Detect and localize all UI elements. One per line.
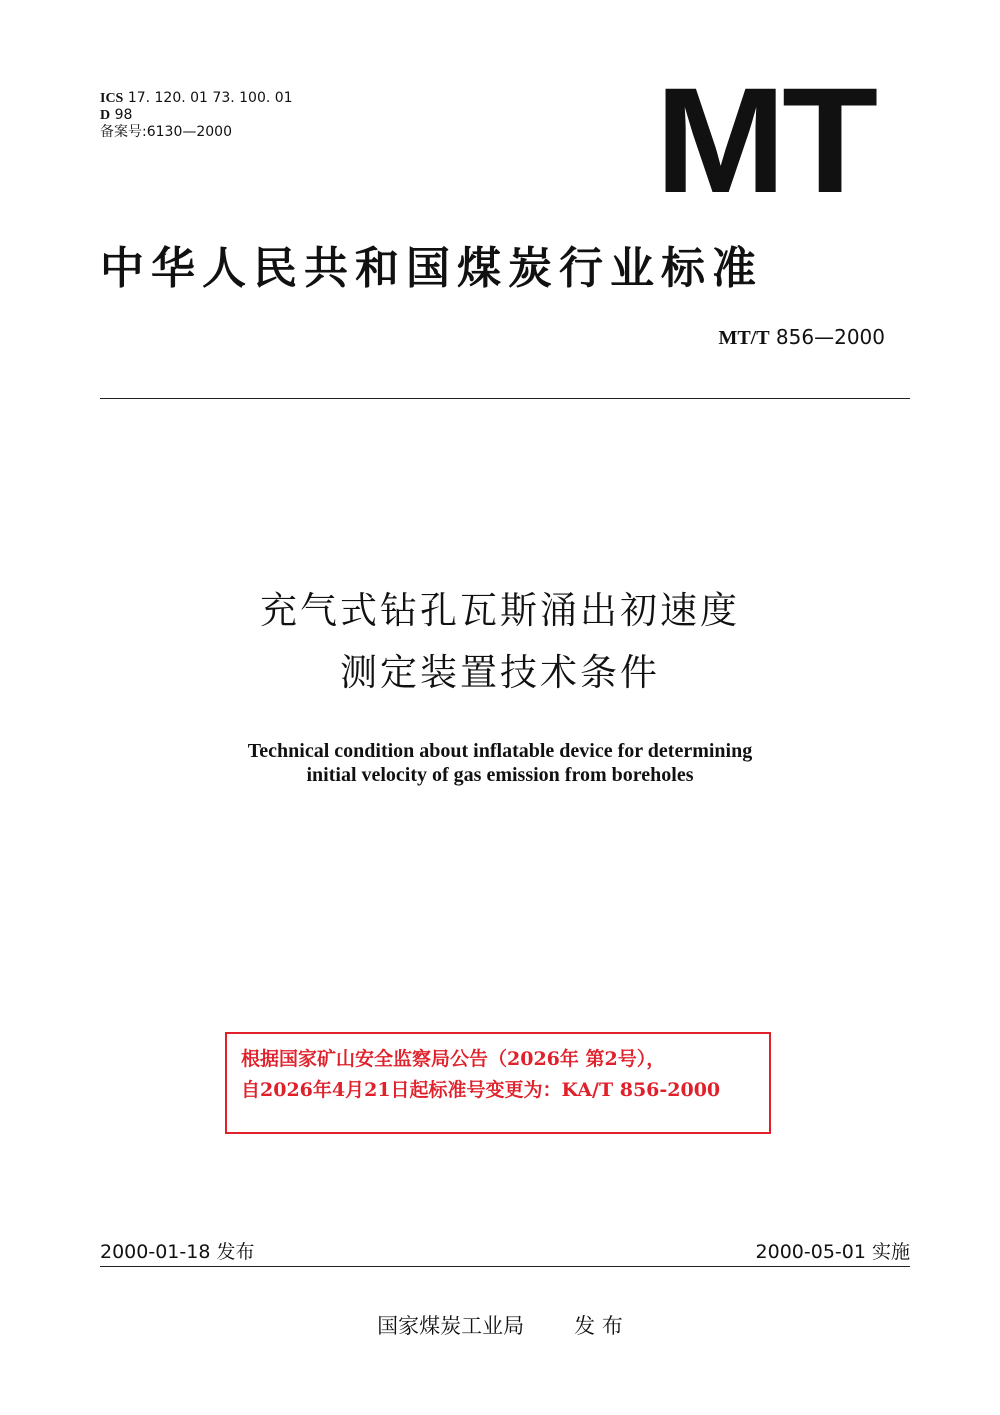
mt-logo: MT [655,56,875,224]
publisher [0,1310,1000,1340]
title-cn-line1: 充气式钻孔瓦斯涌出初速度 [260,589,740,632]
header-divider [100,398,910,399]
ics-value: 17. 120. 01 73. 100. 01 [127,90,293,106]
standard-code [718,325,885,350]
ics-line [100,90,293,107]
notice-line1: 根据国家矿山安全监察局公告（2026年 第2号）， [241,1048,666,1070]
publisher-name: 国家煤炭工业局 [377,1314,525,1338]
standard-code-prefix: MT/T [718,327,770,349]
filing-number: 备案号:6130—2000 [100,124,232,140]
title-en-line1: Technical condition about inflatable device for determining [247,740,753,762]
ics-label: ICS [100,91,124,106]
renumbering-notice [225,1032,771,1134]
publisher-action: 发 布 [574,1314,623,1338]
implementation-date: 2000-05-01 实施 [755,1241,910,1263]
notice-line2: 自2026年4月21日起标准号变更为：KA/T 856-2000 [241,1079,721,1101]
issue-date: 2000-01-18 发布 [100,1241,255,1263]
ccs-line [100,107,293,124]
ccs-label: D [100,108,111,123]
title-cn-line2: 测定装置技术条件 [340,651,660,694]
ccs-value: 98 [114,107,133,123]
footer-divider [100,1266,910,1267]
title-en-line2: initial velocity of gas emission from boreholes [306,764,694,786]
organization-title: 中华人民共和国煤炭行业标准 [100,243,763,294]
standard-code-number: 856—2000 [775,325,885,349]
document-metadata [100,90,293,141]
